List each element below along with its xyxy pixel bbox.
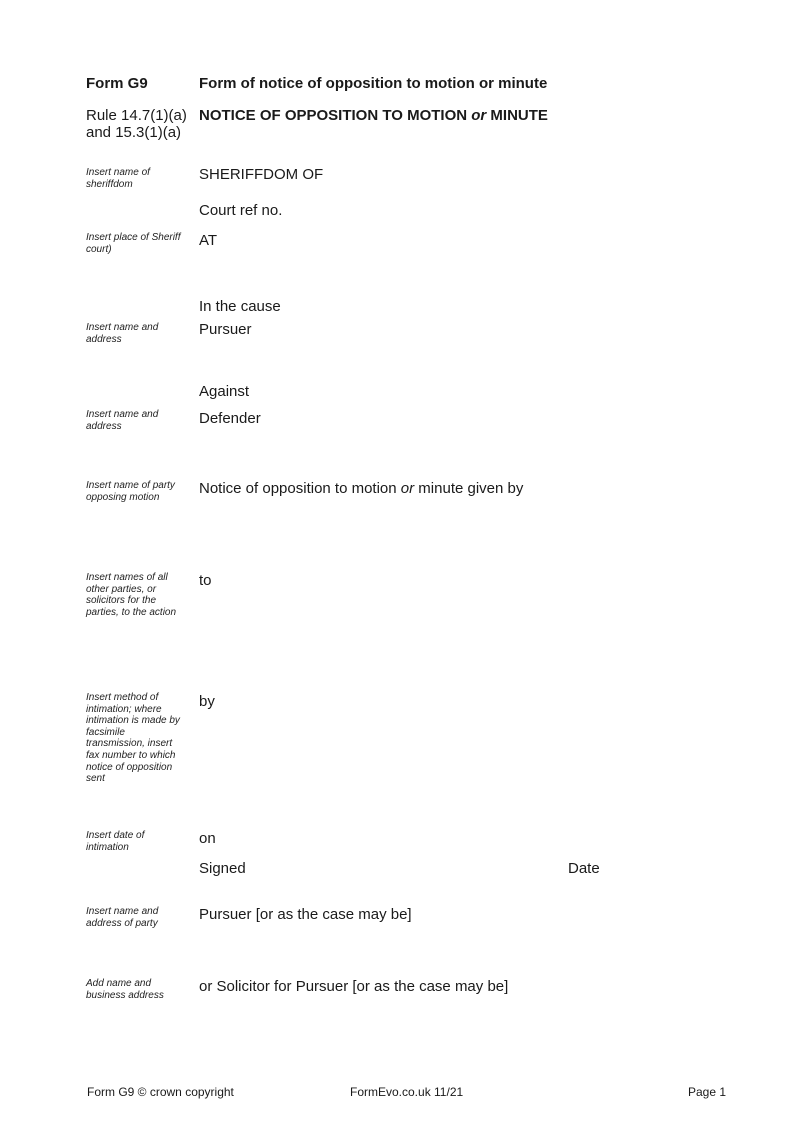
form-title: Form of notice of opposition to motion or minute: [199, 75, 548, 92]
pursuer-label: Pursuer: [199, 321, 252, 338]
notice-given-by-part2: minute given by: [414, 480, 524, 497]
note-method: Insert method of intimation; where intimation is made by facsimile transmission, insert fax number to which notice of opposition sent: [86, 692, 180, 785]
pursuer-case-label: Pursuer [or as the case may be]: [199, 906, 412, 923]
note-place: Insert place of Sheriff court): [86, 232, 181, 255]
rule-reference: Rule 14.7(1)(a) and 15.3(1)(a): [86, 107, 187, 141]
note-party: Insert name of party opposing motion: [86, 480, 175, 503]
court-ref-label: Court ref no.: [199, 202, 283, 219]
in-the-cause-label: In the cause: [199, 298, 281, 315]
notice-given-by-part1: Notice of opposition to motion: [199, 480, 401, 497]
footer-page-number: Page 1: [688, 1085, 727, 1099]
at-label: AT: [199, 232, 218, 249]
signed-label: Signed: [199, 860, 246, 877]
date-label: Date: [568, 860, 600, 877]
notice-heading: [199, 107, 548, 124]
sheriffdom-label: SHERIFFDOM OF: [199, 166, 324, 183]
note-business-address: Add name and business address: [86, 978, 164, 1001]
notice-heading-or: or: [471, 107, 487, 124]
note-party-address: Insert name and address of party: [86, 906, 159, 929]
note-sheriffdom: Insert name of sheriffdom: [86, 167, 150, 190]
note-date: Insert date of intimation: [86, 830, 145, 853]
notice-given-by-or: or: [400, 480, 415, 497]
notice-heading-part2: MINUTE: [486, 107, 548, 124]
notice-given-by: [199, 480, 523, 497]
on-label: on: [199, 830, 216, 847]
note-defender: Insert name and address: [86, 409, 159, 432]
note-pursuer: Insert name and address: [86, 322, 159, 345]
by-label: by: [199, 693, 215, 710]
notice-heading-part1: NOTICE OF OPPOSITION TO MOTION: [199, 107, 472, 124]
against-label: Against: [199, 383, 250, 400]
solicitor-label: or Solicitor for Pursuer [or as the case may be]: [199, 978, 509, 995]
to-label: to: [199, 572, 212, 589]
footer-copyright: Form G9 © crown copyright: [87, 1085, 234, 1099]
footer-source: FormEvo.co.uk 11/21: [350, 1085, 464, 1099]
note-other-parties: Insert names of all other parties, or solicitors for the parties, to the action: [86, 572, 177, 618]
form-id: Form G9: [86, 75, 148, 92]
defender-label: Defender: [199, 410, 261, 427]
